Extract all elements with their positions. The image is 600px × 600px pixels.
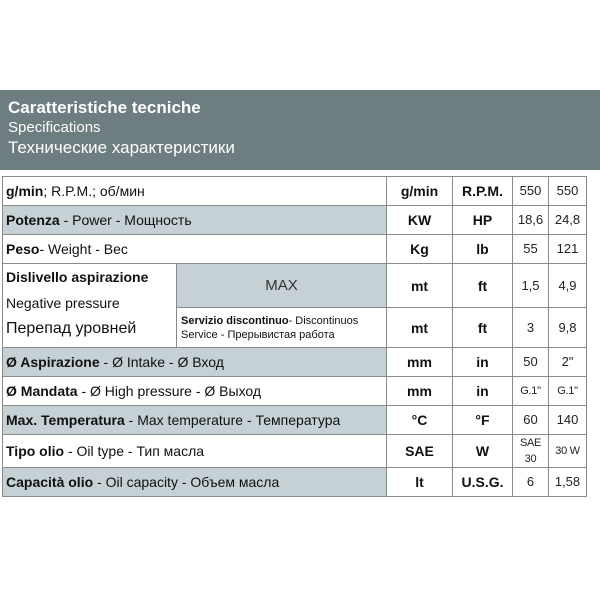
value-2: 121 — [549, 235, 587, 264]
value-1: 1,5 — [513, 264, 549, 308]
unit-metric: g/min — [387, 177, 453, 206]
table-row-oil-capacity — [3, 468, 587, 497]
table-row-rpm — [3, 177, 587, 206]
unit-imperial: R.P.M. — [453, 177, 513, 206]
row-label: Max. Temperatura - Max temperature - Температура — [3, 406, 387, 435]
table-row-oil-type — [3, 435, 587, 468]
unit-metric: mm — [387, 348, 453, 377]
unit-metric: lt — [387, 468, 453, 497]
value-2: 30 W — [549, 435, 587, 468]
row-label: g/min; R.P.M.; об/мин — [3, 177, 387, 206]
value-1: G.1" — [513, 377, 549, 406]
unit-imperial: lb — [453, 235, 513, 264]
spec-header — [0, 90, 600, 170]
value-1: 550 — [513, 177, 549, 206]
spec-table — [2, 176, 587, 497]
table-row-temperature — [3, 406, 587, 435]
row-label: Ø Aspirazione - Ø Intake - Ø Вход — [3, 348, 387, 377]
table-row-power — [3, 206, 587, 235]
value-1: 18,6 — [513, 206, 549, 235]
value-2: 24,8 — [549, 206, 587, 235]
unit-imperial: U.S.G. — [453, 468, 513, 497]
spec-sheet — [0, 90, 600, 497]
max-label: MAX — [177, 264, 387, 308]
unit-metric: KW — [387, 206, 453, 235]
row-label: Tipo olio - Oil type - Тип масла — [3, 435, 387, 468]
unit-metric: mt — [387, 308, 453, 348]
table-row-suction-max — [3, 264, 587, 308]
unit-imperial: in — [453, 377, 513, 406]
unit-metric: mm — [387, 377, 453, 406]
value-2: 1,58 — [549, 468, 587, 497]
value-1: 3 — [513, 308, 549, 348]
value-1: SAE 30 — [513, 435, 549, 468]
value-2: 140 — [549, 406, 587, 435]
unit-imperial: °F — [453, 406, 513, 435]
value-2: 9,8 — [549, 308, 587, 348]
row-label: Capacità olio - Oil capacity - Объем масла — [3, 468, 387, 497]
value-2: 4,9 — [549, 264, 587, 308]
unit-imperial: W — [453, 435, 513, 468]
service-label: Servizio discontinuo- Discontinuos Service - Прерывистая работа — [177, 308, 387, 348]
value-2: G.1" — [549, 377, 587, 406]
value-1: 6 — [513, 468, 549, 497]
unit-imperial: ft — [453, 264, 513, 308]
row-label: Potenza - Power - Мощность — [3, 206, 387, 235]
suction-label: Dislivello aspirazione Negative pressure Перепад уровней — [3, 264, 177, 348]
table-row-weight — [3, 235, 587, 264]
unit-metric: SAE — [387, 435, 453, 468]
unit-metric: mt — [387, 264, 453, 308]
value-1: 55 — [513, 235, 549, 264]
unit-metric: °C — [387, 406, 453, 435]
table-row-intake — [3, 348, 587, 377]
title-russian: Технические характеристики — [8, 138, 235, 157]
title-italian: Caratteristiche tecniche — [8, 98, 201, 117]
unit-imperial: in — [453, 348, 513, 377]
value-1: 60 — [513, 406, 549, 435]
unit-imperial: HP — [453, 206, 513, 235]
value-1: 50 — [513, 348, 549, 377]
unit-metric: Kg — [387, 235, 453, 264]
title-english: Specifications — [8, 119, 101, 136]
value-2: 550 — [549, 177, 587, 206]
unit-imperial: ft — [453, 308, 513, 348]
row-label: Ø Mandata - Ø High pressure - Ø Выход — [3, 377, 387, 406]
value-2: 2" — [549, 348, 587, 377]
row-label: Peso- Weight - Вес — [3, 235, 387, 264]
table-row-outlet — [3, 377, 587, 406]
